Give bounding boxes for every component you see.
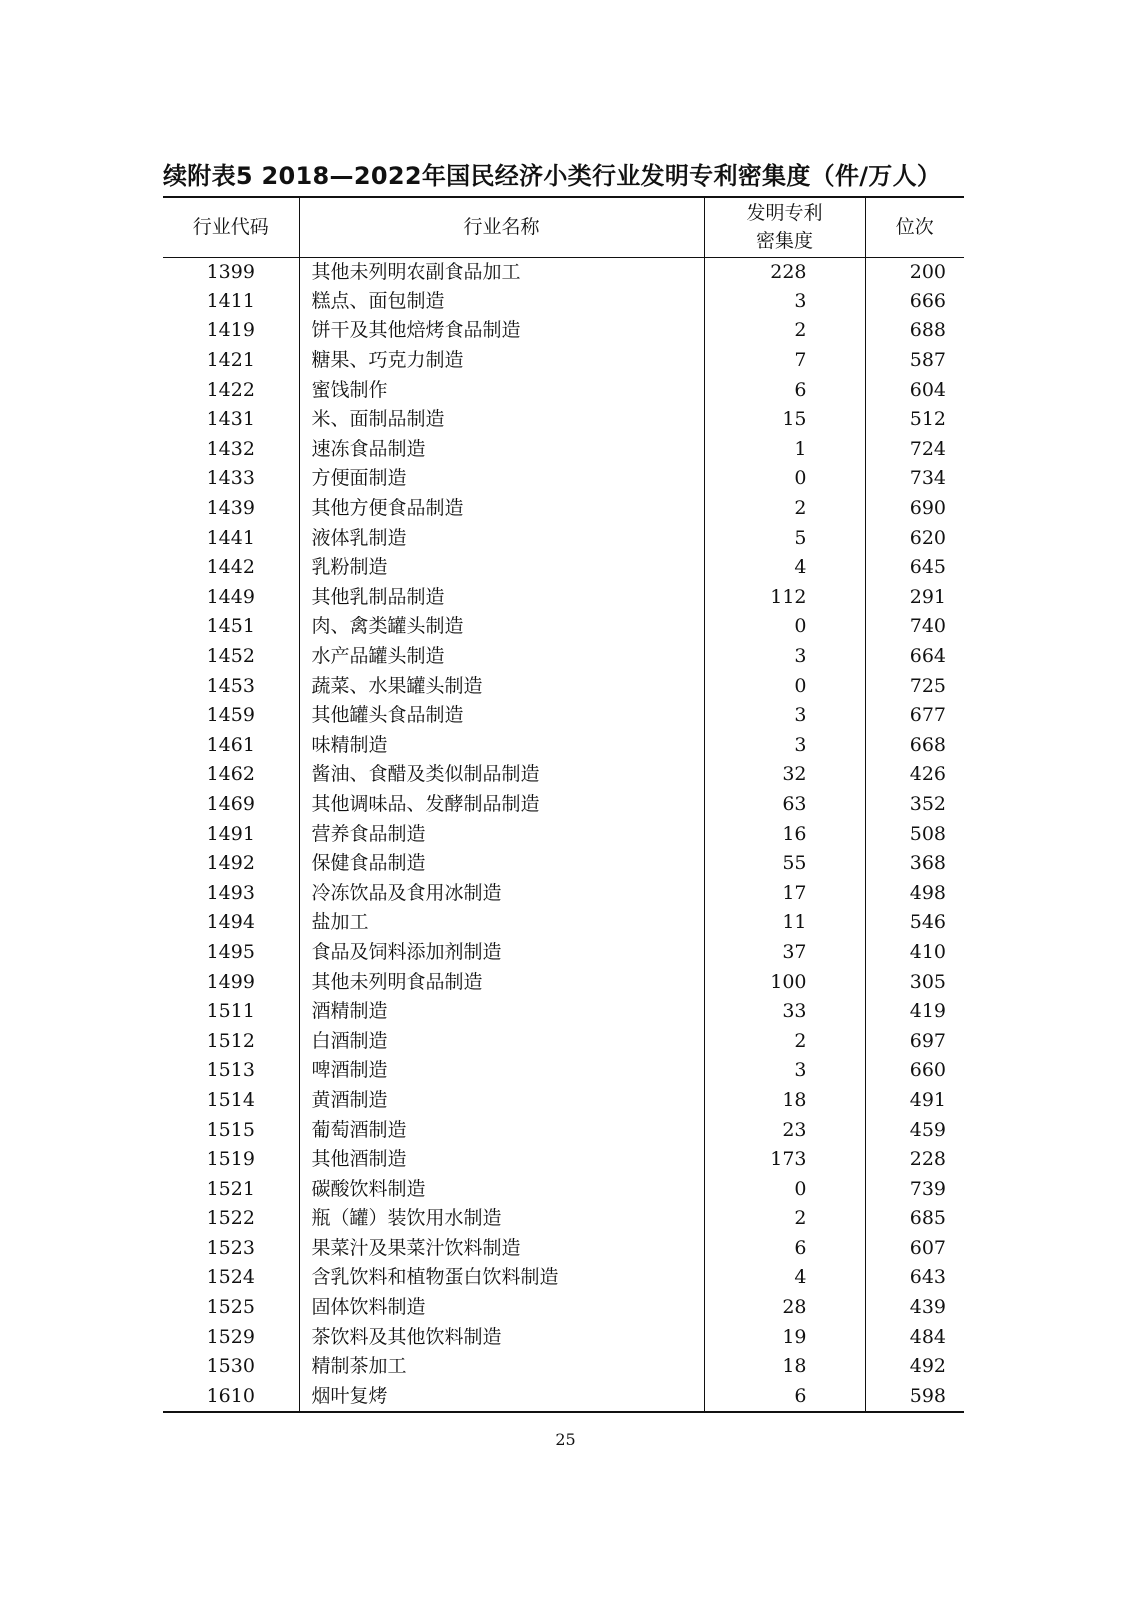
cell-rank: 291 <box>865 583 964 613</box>
cell-industry-code: 1515 <box>206 1118 255 1141</box>
cell-rank: 734 <box>865 464 964 494</box>
cell-industry-code: 1432 <box>206 437 255 460</box>
cell-patent-density: 28 <box>704 1293 865 1323</box>
cell-industry-code: 1469 <box>206 792 255 815</box>
cell-patent-density: 0 <box>704 671 865 701</box>
cell-industry-name: 瓶（罐）装饮用水制造 <box>299 1204 704 1234</box>
cell-industry-name: 味精制造 <box>299 731 704 761</box>
cell-patent-density: 3 <box>704 701 865 731</box>
cell-industry-code: 1511 <box>206 1000 255 1023</box>
cell-patent-density: 100 <box>704 967 865 997</box>
cell-industry-code: 1530 <box>206 1355 255 1378</box>
cell-industry-name: 茶饮料及其他饮料制造 <box>299 1322 704 1352</box>
table-row <box>163 612 964 642</box>
cell-rank: 459 <box>865 1115 964 1145</box>
cell-rank: 498 <box>865 878 964 908</box>
cell-industry-code: 1494 <box>206 911 255 934</box>
cell-rank: 645 <box>865 553 964 583</box>
cell-industry-code: 1411 <box>206 289 255 312</box>
header-row <box>163 197 964 257</box>
data-table <box>163 196 964 1413</box>
cell-industry-name: 液体乳制造 <box>299 523 704 553</box>
table-row <box>163 760 964 790</box>
cell-industry-name: 米、面制品制造 <box>299 405 704 435</box>
cell-patent-density: 55 <box>704 849 865 879</box>
cell-industry-code: 1442 <box>206 556 255 579</box>
header-density-line1: 发明专利 <box>746 202 823 225</box>
table-row <box>163 908 964 938</box>
table-row <box>163 375 964 405</box>
cell-industry-code: 1514 <box>206 1088 255 1111</box>
cell-industry-name: 食品及饲料添加剂制造 <box>299 938 704 968</box>
cell-rank: 607 <box>865 1234 964 1264</box>
table-row <box>163 1293 964 1323</box>
cell-industry-name: 蔬菜、水果罐头制造 <box>299 671 704 701</box>
table-row <box>163 819 964 849</box>
table-body <box>163 257 964 1412</box>
cell-industry-code: 1461 <box>206 733 255 756</box>
cell-rank: 352 <box>865 790 964 820</box>
cell-industry-name: 白酒制造 <box>299 1026 704 1056</box>
cell-industry-name: 啤酒制造 <box>299 1056 704 1086</box>
cell-industry-name: 精制茶加工 <box>299 1352 704 1382</box>
cell-industry-name: 果菜汁及果菜汁饮料制造 <box>299 1234 704 1264</box>
cell-industry-code: 1521 <box>206 1177 255 1200</box>
table-row <box>163 1204 964 1234</box>
cell-industry-name: 乳粉制造 <box>299 553 704 583</box>
data-table-container <box>163 196 964 1413</box>
page-number: 25 <box>555 1430 576 1449</box>
table-row <box>163 523 964 553</box>
cell-rank: 491 <box>865 1086 964 1116</box>
cell-rank: 419 <box>865 997 964 1027</box>
table-row <box>163 583 964 613</box>
cell-patent-density: 112 <box>704 583 865 613</box>
table-row <box>163 287 964 317</box>
table-row <box>163 316 964 346</box>
cell-industry-code: 1433 <box>206 467 255 490</box>
cell-patent-density: 1 <box>704 435 865 465</box>
cell-rank: 688 <box>865 316 964 346</box>
cell-industry-code: 1493 <box>206 881 255 904</box>
table-row <box>163 671 964 701</box>
table-row <box>163 257 964 287</box>
cell-patent-density: 6 <box>704 1234 865 1264</box>
cell-patent-density: 32 <box>704 760 865 790</box>
cell-industry-name: 肉、禽类罐头制造 <box>299 612 704 642</box>
cell-rank: 200 <box>865 257 964 287</box>
table-row <box>163 967 964 997</box>
table-row <box>163 405 964 435</box>
cell-rank: 604 <box>865 375 964 405</box>
cell-industry-code: 1610 <box>206 1384 255 1407</box>
cell-patent-density: 63 <box>704 790 865 820</box>
cell-rank: 724 <box>865 435 964 465</box>
cell-rank: 643 <box>865 1263 964 1293</box>
cell-industry-name: 其他未列明食品制造 <box>299 967 704 997</box>
cell-industry-code: 1419 <box>206 319 255 342</box>
cell-patent-density: 3 <box>704 1056 865 1086</box>
cell-industry-name: 营养食品制造 <box>299 819 704 849</box>
cell-patent-density: 18 <box>704 1086 865 1116</box>
cell-industry-name: 烟叶复烤 <box>299 1382 704 1412</box>
cell-industry-code: 1399 <box>206 260 255 283</box>
cell-industry-name: 酒精制造 <box>299 997 704 1027</box>
table-row <box>163 1352 964 1382</box>
table-row <box>163 1263 964 1293</box>
cell-industry-code: 1512 <box>206 1029 255 1052</box>
cell-patent-density: 3 <box>704 287 865 317</box>
table-row <box>163 878 964 908</box>
cell-patent-density: 4 <box>704 1263 865 1293</box>
cell-patent-density: 4 <box>704 553 865 583</box>
cell-industry-code: 1525 <box>206 1296 255 1319</box>
cell-patent-density: 11 <box>704 908 865 938</box>
cell-industry-name: 保健食品制造 <box>299 849 704 879</box>
cell-patent-density: 2 <box>704 1026 865 1056</box>
cell-rank: 668 <box>865 731 964 761</box>
cell-industry-code: 1441 <box>206 526 255 549</box>
cell-patent-density: 2 <box>704 1204 865 1234</box>
cell-patent-density: 0 <box>704 464 865 494</box>
cell-industry-name: 其他乳制品制造 <box>299 583 704 613</box>
table-row <box>163 1056 964 1086</box>
table-row <box>163 938 964 968</box>
cell-patent-density: 37 <box>704 938 865 968</box>
header-name: 行业名称 <box>299 197 704 257</box>
cell-patent-density: 17 <box>704 878 865 908</box>
table-row <box>163 1322 964 1352</box>
table-header <box>163 197 964 257</box>
table-row <box>163 1145 964 1175</box>
cell-industry-name: 盐加工 <box>299 908 704 938</box>
cell-industry-code: 1499 <box>206 970 255 993</box>
table-row <box>163 1026 964 1056</box>
cell-rank: 305 <box>865 967 964 997</box>
cell-rank: 439 <box>865 1293 964 1323</box>
cell-patent-density: 7 <box>704 346 865 376</box>
cell-patent-density: 228 <box>704 257 865 287</box>
cell-industry-name: 碳酸饮料制造 <box>299 1174 704 1204</box>
cell-patent-density: 5 <box>704 523 865 553</box>
cell-patent-density: 2 <box>704 316 865 346</box>
cell-industry-code: 1449 <box>206 585 255 608</box>
table-row <box>163 849 964 879</box>
cell-rank: 598 <box>865 1382 964 1412</box>
cell-patent-density: 6 <box>704 1382 865 1412</box>
cell-rank: 426 <box>865 760 964 790</box>
table-row <box>163 1174 964 1204</box>
cell-rank: 484 <box>865 1322 964 1352</box>
cell-patent-density: 3 <box>704 642 865 672</box>
cell-industry-code: 1513 <box>206 1059 255 1082</box>
cell-industry-name: 糕点、面包制造 <box>299 287 704 317</box>
cell-industry-code: 1452 <box>206 645 255 668</box>
cell-industry-name: 其他罐头食品制造 <box>299 701 704 731</box>
cell-industry-code: 1524 <box>206 1266 255 1289</box>
header-rank: 位次 <box>865 197 964 257</box>
table-row <box>163 790 964 820</box>
table-row <box>163 464 964 494</box>
cell-industry-code: 1522 <box>206 1207 255 1230</box>
cell-industry-name: 黄酒制造 <box>299 1086 704 1116</box>
cell-patent-density: 18 <box>704 1352 865 1382</box>
header-density-line2: 密集度 <box>755 230 813 253</box>
cell-rank: 587 <box>865 346 964 376</box>
cell-patent-density: 0 <box>704 1174 865 1204</box>
cell-industry-name: 其他调味品、发酵制品制造 <box>299 790 704 820</box>
table-row <box>163 1382 964 1412</box>
cell-industry-code: 1462 <box>206 763 255 786</box>
cell-rank: 410 <box>865 938 964 968</box>
cell-rank: 697 <box>865 1026 964 1056</box>
cell-industry-code: 1431 <box>206 408 255 431</box>
cell-rank: 512 <box>865 405 964 435</box>
cell-rank: 740 <box>865 612 964 642</box>
cell-rank: 228 <box>865 1145 964 1175</box>
cell-rank: 725 <box>865 671 964 701</box>
cell-rank: 685 <box>865 1204 964 1234</box>
table-title: 续附表5 2018—2022年国民经济小类行业发明专利密集度（件/万人） <box>163 162 942 190</box>
cell-industry-name: 冷冻饮品及食用冰制造 <box>299 878 704 908</box>
cell-rank: 368 <box>865 849 964 879</box>
table-row <box>163 435 964 465</box>
cell-rank: 664 <box>865 642 964 672</box>
cell-industry-name: 固体饮料制造 <box>299 1293 704 1323</box>
cell-patent-density: 6 <box>704 375 865 405</box>
table-row <box>163 1234 964 1264</box>
cell-industry-code: 1451 <box>206 615 255 638</box>
cell-industry-code: 1453 <box>206 674 255 697</box>
cell-patent-density: 16 <box>704 819 865 849</box>
cell-industry-name: 蜜饯制作 <box>299 375 704 405</box>
cell-rank: 666 <box>865 287 964 317</box>
table-row <box>163 1086 964 1116</box>
cell-rank: 620 <box>865 523 964 553</box>
cell-patent-density: 15 <box>704 405 865 435</box>
cell-rank: 690 <box>865 494 964 524</box>
table-row <box>163 494 964 524</box>
cell-industry-code: 1439 <box>206 497 255 520</box>
cell-industry-code: 1523 <box>206 1236 255 1259</box>
table-row <box>163 701 964 731</box>
cell-industry-name: 酱油、食醋及类似制品制造 <box>299 760 704 790</box>
cell-rank: 677 <box>865 701 964 731</box>
table-row <box>163 553 964 583</box>
cell-industry-name: 速冻食品制造 <box>299 435 704 465</box>
cell-industry-name: 其他酒制造 <box>299 1145 704 1175</box>
cell-industry-name: 含乳饮料和植物蛋白饮料制造 <box>299 1263 704 1293</box>
cell-industry-name: 其他未列明农副食品加工 <box>299 257 704 287</box>
table-row <box>163 731 964 761</box>
cell-industry-code: 1459 <box>206 704 255 727</box>
table-row <box>163 1115 964 1145</box>
cell-industry-name: 糖果、巧克力制造 <box>299 346 704 376</box>
cell-industry-code: 1519 <box>206 1148 255 1171</box>
cell-patent-density: 3 <box>704 731 865 761</box>
cell-rank: 508 <box>865 819 964 849</box>
table-row <box>163 997 964 1027</box>
header-code: 行业代码 <box>192 216 269 239</box>
cell-rank: 492 <box>865 1352 964 1382</box>
cell-patent-density: 173 <box>704 1145 865 1175</box>
cell-industry-name: 水产品罐头制造 <box>299 642 704 672</box>
cell-industry-name: 葡萄酒制造 <box>299 1115 704 1145</box>
cell-industry-name: 其他方便食品制造 <box>299 494 704 524</box>
cell-rank: 739 <box>865 1174 964 1204</box>
cell-patent-density: 19 <box>704 1322 865 1352</box>
cell-rank: 546 <box>865 908 964 938</box>
header-density <box>704 197 865 257</box>
cell-rank: 660 <box>865 1056 964 1086</box>
table-row <box>163 642 964 672</box>
cell-industry-code: 1495 <box>206 940 255 963</box>
cell-patent-density: 2 <box>704 494 865 524</box>
cell-industry-code: 1491 <box>206 822 255 845</box>
cell-industry-code: 1421 <box>206 349 255 372</box>
cell-industry-code: 1422 <box>206 378 255 401</box>
cell-patent-density: 0 <box>704 612 865 642</box>
cell-patent-density: 33 <box>704 997 865 1027</box>
cell-industry-name: 饼干及其他焙烤食品制造 <box>299 316 704 346</box>
cell-patent-density: 23 <box>704 1115 865 1145</box>
table-row <box>163 346 964 376</box>
cell-industry-code: 1492 <box>206 852 255 875</box>
cell-industry-code: 1529 <box>206 1325 255 1348</box>
cell-industry-name: 方便面制造 <box>299 464 704 494</box>
